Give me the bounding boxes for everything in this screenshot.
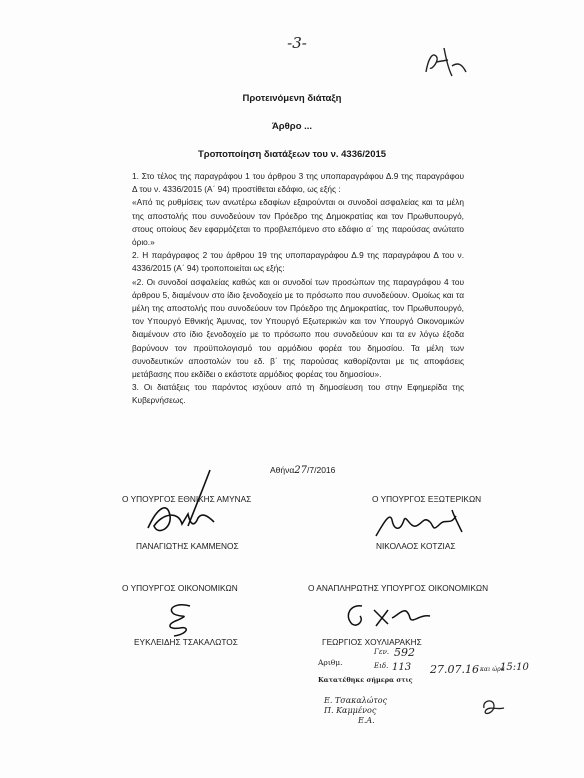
stamp-label-gen: Γεν. [374, 648, 390, 656]
paragraph: 1. Στο τέλος της παραγράφου 1 του άρθρου 3 της υποπαραγράφου Δ.9 της παραγράφου Δ του ν. 4336/2015 (Α΄ 94) προστίθεται εδάφιο, ως εξής : [132, 171, 464, 195]
stamp-eid-number: 113 [392, 662, 412, 673]
stamp-handwritten-name: Ε. Τσακαλώτος [324, 696, 388, 705]
date-suffix: /7/2016 [307, 465, 336, 475]
stamp-scribble-signature [478, 696, 508, 720]
top-initials-signature [418, 42, 478, 82]
date-prefix: Αθήνα [270, 465, 295, 475]
article-title: Άρθρο ... [271, 121, 313, 132]
signatory-title: Ο ΥΠΟΥΡΓΟΣ ΕΘΝΙΚΗΣ ΑΜΥΝΑΣ [122, 494, 252, 504]
signatory-name: ΕΥΚΛΕΙΔΗΣ ΤΣΑΚΑΛΩΤΟΣ [134, 637, 238, 647]
stamp-date: 27.07.16 [430, 663, 479, 676]
subject-title: Τροποποίηση διατάξεων του ν. 4336/2015 [197, 149, 387, 160]
signatory-title: Ο ΥΠΟΥΡΓΟΣ ΟΙΚΟΝΟΜΙΚΩΝ [122, 583, 238, 593]
stamp-gen-number: 592 [394, 646, 415, 659]
signatory-name: ΝΙΚΟΛΑΟΣ ΚΟΤΖΙΑΣ [376, 541, 456, 551]
date-handwritten: 27 [294, 465, 308, 476]
stamp-handwritten-name: Ε.Α. [358, 716, 375, 725]
page-number: -3- [287, 34, 307, 52]
signature-tsakalotos [160, 600, 200, 640]
signatory-name: ΠΑΝΑΓΙΩΤΗΣ ΚΑΜΜΕΝΟΣ [136, 541, 239, 551]
paragraph: «2. Οι συνοδοί ασφαλείας καθώς και οι συνοδοί των προσώπων της παραγράφου 4 του άρθρου 5, διαμένουν στο ίδιο ξενοδοχείο με το πρόσωπο που συνοδεύουν. Ομοίως και τα μέλη της αποστολής που συνοδεύουν τον Πρόεδρο της Δημοκρατίας, τον Πρωθυπουργό, τον Υπουργό Εθνικής Άμυνας, τον Υπουργό Εξωτερικών και τον Υπουργό Οικονομικών διαμένουν στο ίδιο ξενοδοχείο με το πρόσωπο που συνοδεύουν και τα εν λόγω έξοδα βαρύνουν τον προϋπολογισμό του αρμόδιου φορέα του δημοσίου. Τα μέλη των συνοδευτικών αποστολών του εδ. β΄ της παρούσας καθορίζονται με τις αποφάσεις μετάβασης που εκδίδει ο εκάστοτε αρμόδιος φορέας του δημοσίου». [132, 276, 464, 380]
signatory-name: ΓΕΩΡΓΙΟΣ ΧΟΥΛΙΑΡΑΚΗΣ [322, 637, 422, 647]
document-body [132, 170, 464, 408]
signature-houliarakis [340, 596, 440, 636]
paragraph: 2. Η παράγραφος 2 του άρθρου 19 της υποπαραγράφου Δ.9 της παραγράφου Δ του ν. 4336/2015 (Α΄ 94) τροποποιείται ως εξής: [132, 250, 464, 274]
signatory-title: Ο ΥΠΟΥΡΓΟΣ ΕΞΩΤΕΡΙΚΩΝ [372, 494, 482, 504]
stamp-label-time: και ώρα [480, 666, 505, 673]
stamp-label-arith: Αριθμ. [318, 658, 343, 667]
stamp-handwritten-name: Π. Καμμένος [324, 706, 377, 715]
stamp-time: 15:10 [500, 662, 529, 673]
signature-kotzias [370, 502, 470, 546]
stamp-line-katatethike: Κατατέθηκε σήμερα στις [318, 676, 413, 684]
document-date [270, 465, 335, 476]
signatory-title: Ο ΑΝΑΠΛΗΡΩΤΗΣ ΥΠΟΥΡΓΟΣ ΟΙΚΟΝΟΜΙΚΩΝ [308, 583, 489, 593]
heading: Προτεινόμενη διάταξη [242, 93, 342, 104]
paragraph: «Από τις ρυθμίσεις των ανωτέρω εδαφίων εξαιρούνται οι συνοδοί ασφαλείας και τα μέλη της αποστολής που συνοδεύουν τον Πρόεδρο της Δημοκρατίας και τον Πρωθυπουργό, στους οποίους δεν εφαρμόζεται το προβλεπόμενο στο εδάφιο α΄ της παρούσας ανώτατο όριο.» [132, 197, 464, 248]
paragraph: 3. Οι διατάξεις του παρόντος ισχύουν από τη δημοσίευση του στην Εφημερίδα της Κυβερνήσεως. [132, 382, 464, 406]
registration-stamp [318, 646, 529, 736]
stamp-label-eid: Ειδ. [374, 662, 389, 670]
signature-kammenos [118, 466, 228, 546]
